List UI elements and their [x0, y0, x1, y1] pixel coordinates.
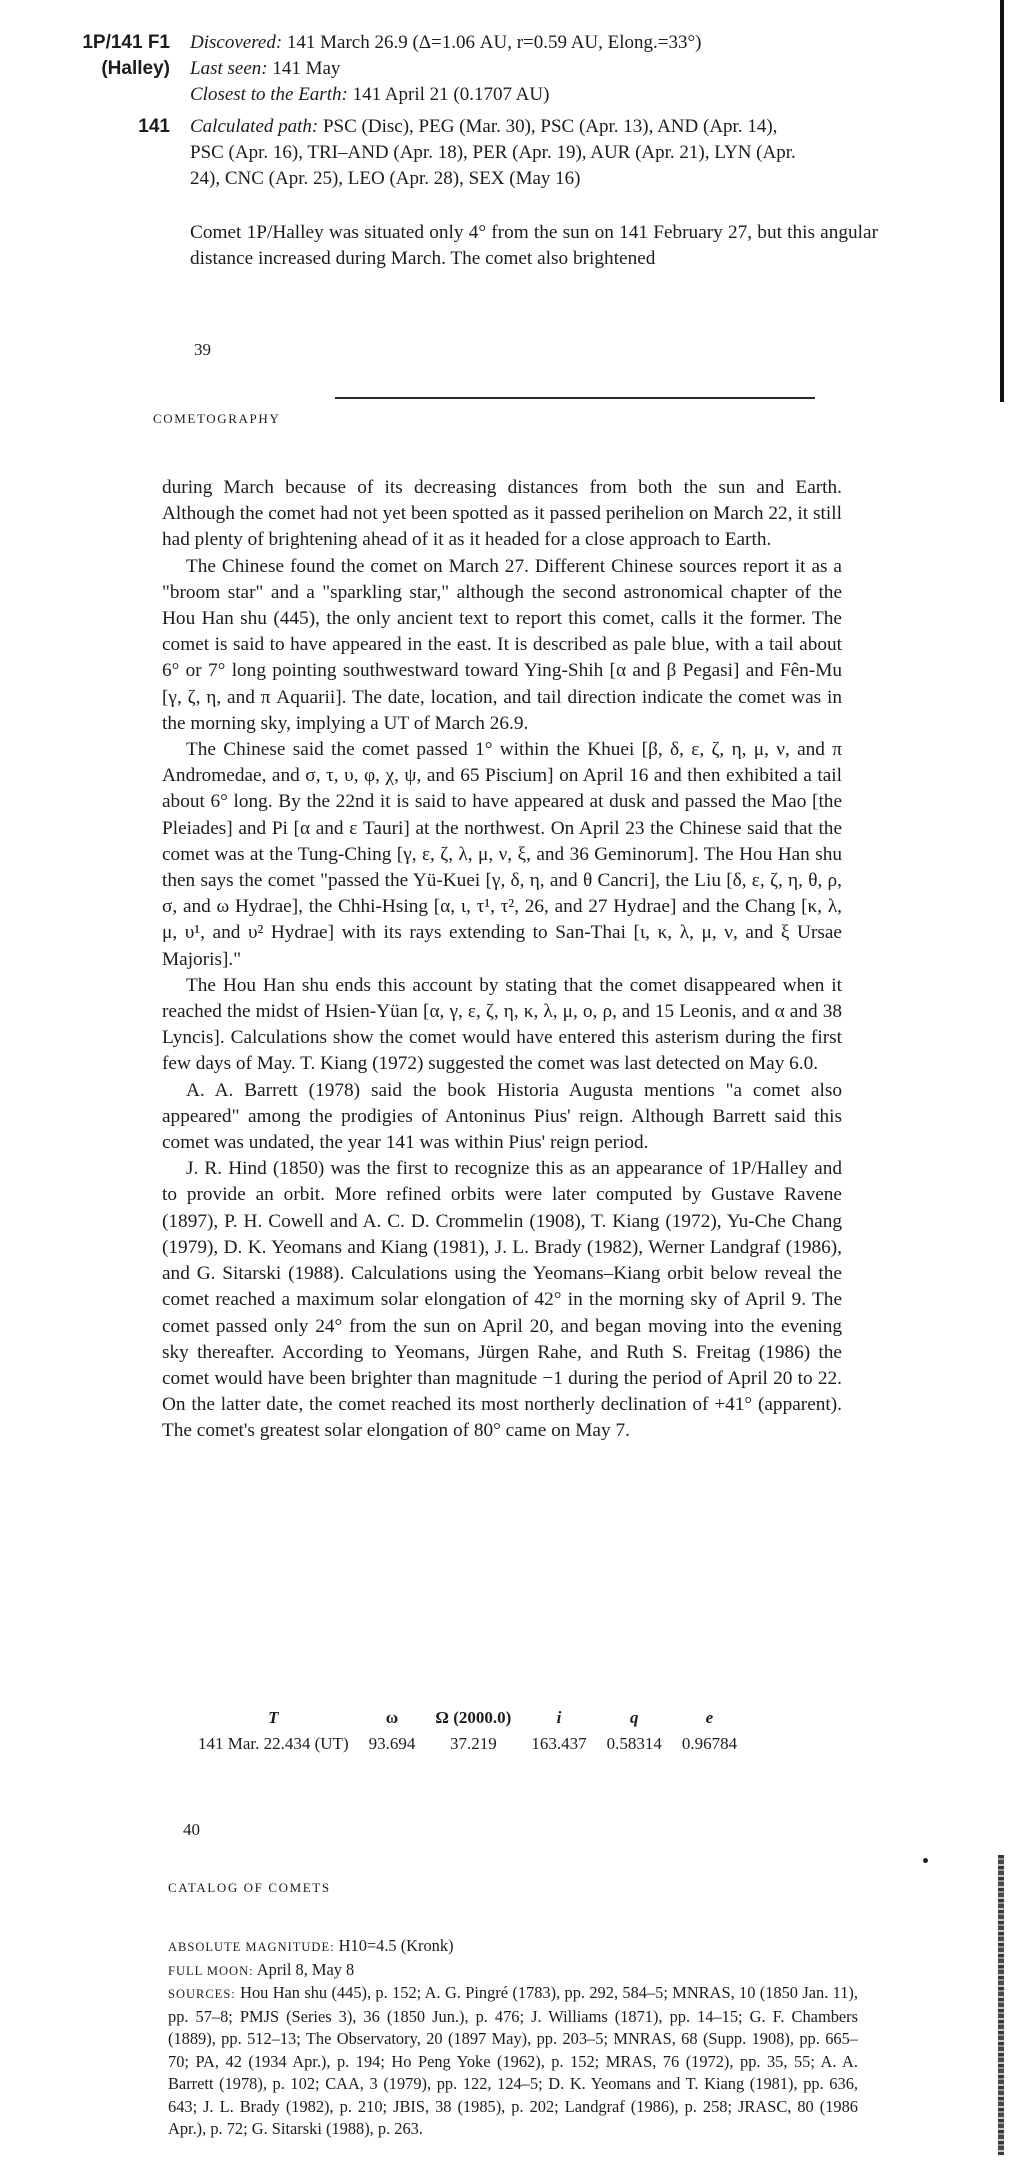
path-line-1 [190, 114, 777, 140]
paragraph-2: The Chinese found the comet on March 27. Different Chinese sources report it as a "broom star" and a "sparkling star," although the second astronomical chapter of the Hou Han shu (445), the only ancient text to report this comet, calls it the former. The comet is said to have appeared in the east. It is described as pale blue, with a tail about 6° or 7° long pointing southwestward toward Ying-Shih [α and β Pegasi] and Fên-Mu [γ, ζ, η, and π Aquarii]. The date, location, and tail direction indicate the comet was in the morning sky, implying a UT of March 26.9. [162, 555, 842, 734]
cell-eccentricity: 0.96784 [681, 1734, 738, 1753]
col-ascending-node: Ω (2000.0) [435, 1708, 512, 1727]
orbit-table [188, 1708, 747, 1754]
cell-ascending-node: 37.219 [449, 1734, 497, 1753]
last-seen-line [190, 56, 340, 82]
paragraph-5: A. A. Barrett (1978) said the book Historia Augusta mentions "a comet also appeared" among the prodigies of Antoninus Pius' reign. Although Barrett said this comet was undated, the year 141 was within Pius' reign period. [162, 1079, 842, 1154]
col-arg-perihelion: ω [385, 1708, 399, 1727]
path-line-2: PSC (Apr. 16), TRI–AND (Apr. 18), PER (Apr. 19), AUR (Apr. 21), LYN (Apr. [190, 142, 796, 163]
running-head-cometography: COMETOGRAPHY [153, 411, 281, 426]
comet-year: 141 [138, 116, 170, 137]
path-line-3: 24), CNC (Apr. 25), LEO (Apr. 28), SEX (May 16) [190, 168, 581, 189]
cell-perihelion-time: 141 Mar. 22.434 (UT) [198, 1734, 349, 1753]
header-rule [335, 397, 815, 399]
comet-name: (Halley) [101, 58, 170, 79]
intro-paragraph: Comet 1P/Halley was situated only 4° from the sun on 141 February 27, but this angular distance increased during March. The comet also brightened [190, 222, 878, 270]
metadata-block [168, 1935, 858, 2141]
absolute-magnitude-line [168, 1935, 858, 1959]
sources-label: SOURCES: [168, 1987, 236, 2001]
scan-edge-top [1000, 0, 1004, 402]
cell-arg-perihelion: 93.694 [368, 1734, 416, 1753]
col-perihelion-time: T [268, 1708, 279, 1727]
paragraph-3: The Chinese said the comet passed 1° within the Khuei [β, δ, ε, ζ, η, μ, ν, and π Andromedae, and σ, τ, υ, φ, χ, ψ, and 65 Piscium] on April 16 and then exhibited a tail about 6° long. By the 22nd it is said to have appeared at dusk and passed the Mao [the Pleiades] and Pi [α and ε Tauri] at the northwest. On April 23 the Chinese said that the comet was at the Tung-Ching [γ, ε, ζ, λ, μ, ν, ξ, and 36 Geminorum]. The Hou Han shu then says the comet "passed the Yü-Kuei [γ, δ, η, and θ Cancri], the Liu [δ, ε, ζ, η, θ, ρ, σ, and ω Hydrae], the Chhi-Hsing [α, ι, τ¹, τ², 26, and 27 Hydrae] and the Chang [κ, λ, μ, υ¹, and υ² Hydrae] with its rays extending to San-Thai [ι, κ, λ, μ, ν, and ξ Ursae Majoris]." [162, 739, 842, 970]
orbit-header-row [188, 1708, 747, 1734]
full-moon-label: FULL MOON: [168, 1963, 254, 1978]
page-number-40: 40 [183, 1820, 200, 1839]
scan-speck [923, 1858, 928, 1863]
paragraph-4: The Hou Han shu ends this account by stating that the comet disappeared when it reached the midst of Hsien-Yüan [α, γ, ε, ζ, η, κ, λ, μ, ο, ρ, and 15 Leonis, and α and 38 Lyncis]. Calculations show the comet would have entered this asterism during the first few days of May. T. Kiang (1972) suggested the comet was last detected on May 6.0. [162, 974, 842, 1075]
col-inclination: i [556, 1708, 562, 1727]
scan-edge-bottom [998, 1855, 1004, 2155]
closest-value: 141 April 21 (0.1707 AU) [352, 84, 550, 105]
paragraph-1: during March because of its decreasing distances from both the sun and Earth. Although the comet had not yet been spotted as it passed perihelion on March 22, it still had plenty of brightening ahead of it as it headed for a close approach to Earth. [162, 477, 842, 551]
col-perihelion-distance: q [629, 1708, 639, 1727]
orbit-data-row [188, 1734, 747, 1754]
full-moon-line [168, 1959, 858, 1983]
path-value-1: PSC (Disc), PEG (Mar. 30), PSC (Apr. 13), AND (Apr. 14), [322, 116, 778, 137]
running-head-catalog: CATALOG OF COMETS [168, 1880, 331, 1895]
body-text [162, 475, 842, 1445]
absolute-magnitude-value: H10=4.5 (Kronk) [338, 1936, 454, 1955]
sources-line [168, 1982, 858, 2141]
sources-text: Hou Han shu (445), p. 152; A. G. Pingré (1783), pp. 292, 584–5; MNRAS, 10 (1850 Jan. 11), pp. 57–8; PMJS (Series 3), 36 (1850 Jun.), p. 476; J. Williams (1871), pp. 14–15; G. F. Chambers (1889), pp. 512–13; The Observatory, 20 (1897 May), pp. 203–5; MNRAS, 68 (Supp. 1908), pp. 665–70; PA, 42 (1934 Apr.), p. 194; Ho Peng Yoke (1962), p. 152; MRAS, 76 (1972), pp. 35, 55; A. A. Barrett (1978), p. 102; CAA, 3 (1979), pp. 122, 124–5; D. K. Yeomans and T. Kiang (1981), pp. 636, 643; J. L. Brady (1982), p. 210; JBIS, 38 (1985), p. 202; Landgraf (1986), p. 258; JRASC, 80 (1986 Apr.), p. 72; G. Sitarski (1988), p. 263. [168, 1983, 858, 2138]
last-seen-label: Last seen: [190, 58, 268, 79]
comet-designation: 1P/141 F1 [82, 32, 170, 53]
closest-line [190, 82, 549, 108]
col-eccentricity: e [705, 1708, 714, 1727]
last-seen-value: 141 May [272, 58, 341, 79]
closest-label: Closest to the Earth: [190, 84, 348, 105]
page-number-39: 39 [194, 340, 211, 359]
cell-perihelion-distance: 0.58314 [606, 1734, 662, 1753]
discovered-value: 141 March 26.9 (Δ=1.06 AU, r=0.59 AU, Elong.=33°) [286, 32, 702, 53]
cell-inclination: 163.437 [531, 1734, 587, 1753]
paragraph-6: J. R. Hind (1850) was the first to recognize this as an appearance of 1P/Halley and to provide an orbit. More refined orbits were later computed by Gustave Ravene (1897), P. H. Cowell and A. C. D. Crommelin (1908), T. Kiang (1972), Yu-Che Chang (1979), D. K. Yeomans and Kiang (1981), J. L. Brady (1982), Werner Landgraf (1986), and G. Sitarski (1988). Calculations using the Yeomans–Kiang orbit below reveal the comet reached a maximum solar elongation of 42° in the morning sky of April 9. The comet passed only 24° from the sun on April 20, and began moving into the evening sky thereafter. According to Yeomans, Jürgen Rahe, and Ruth S. Freitag (1986) the comet would have been brighter than magnitude −1 during the period of April 20 to 22. On the latter date, the comet reached its most northerly declination of +41° (apparent). The comet's greatest solar elongation of 80° came on May 7. [162, 1158, 842, 1442]
discovered-label: Discovered: [190, 32, 283, 53]
absolute-magnitude-label: ABSOLUTE MAGNITUDE: [168, 1940, 335, 1954]
path-label: Calculated path: [190, 116, 319, 137]
discovered-line [190, 30, 701, 56]
full-moon-value: April 8, May 8 [256, 1959, 355, 1979]
